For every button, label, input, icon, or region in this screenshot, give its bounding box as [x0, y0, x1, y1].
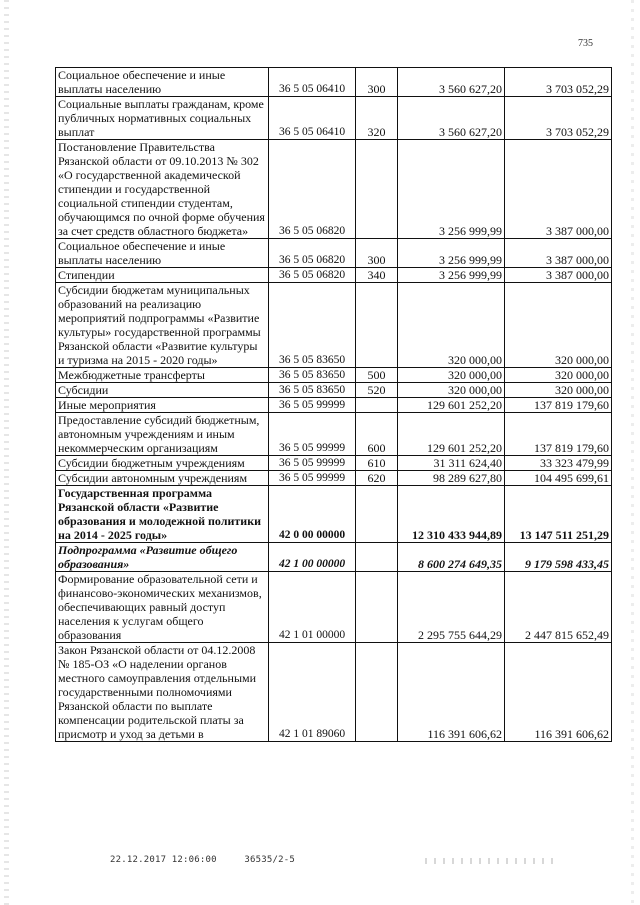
- scan-artifact: [425, 858, 555, 864]
- table-row: [56, 572, 612, 643]
- row-expense-type-cell: 600: [356, 413, 398, 456]
- table-row: [56, 283, 612, 368]
- budget-table-body: [56, 68, 612, 742]
- row-amount-2017-cell: 98 289 627,80: [398, 471, 505, 486]
- table-row: [56, 140, 612, 239]
- row-amount-2018-cell: 2 447 815 652,49: [505, 572, 612, 643]
- row-amount-2017-cell: 129 601 252,20: [398, 398, 505, 413]
- footer-timestamp: 22.12.2017 12:06:00: [110, 855, 217, 865]
- row-expense-type-cell: [356, 486, 398, 543]
- row-amount-2018-cell: 3 387 000,00: [505, 239, 612, 268]
- row-amount-2017-cell: 8 600 274 649,35: [398, 543, 505, 572]
- table-row: [56, 543, 612, 572]
- row-amount-2017-cell: 3 256 999,99: [398, 239, 505, 268]
- table-row: [56, 368, 612, 383]
- footer-document-id: 36535/2-5: [244, 855, 295, 865]
- row-expense-type-cell: 500: [356, 368, 398, 383]
- row-code-cell: 36 5 05 99999: [269, 413, 356, 456]
- row-name-cell: Социальное обеспечение и иные выплаты населению: [56, 68, 269, 97]
- table-row: [56, 68, 612, 97]
- row-code-cell: 36 5 05 06410: [269, 68, 356, 97]
- row-name-cell: Закон Рязанской области от 04.12.2008 № 185-ОЗ «О наделении органов местного самоуправления отдельными государственными полномочиями Рязанской области по выплате компенсации родительской платы за присмотр и уход за детьми в: [56, 643, 269, 742]
- row-amount-2017-cell: 2 295 755 644,29: [398, 572, 505, 643]
- row-expense-type-cell: 320: [356, 97, 398, 140]
- table-row: [56, 398, 612, 413]
- row-name-cell: Стипендии: [56, 268, 269, 283]
- row-amount-2017-cell: 31 311 624,40: [398, 456, 505, 471]
- row-code-cell: 36 5 05 99999: [269, 456, 356, 471]
- row-expense-type-cell: 340: [356, 268, 398, 283]
- row-amount-2018-cell: 3 703 052,29: [505, 97, 612, 140]
- row-amount-2018-cell: 3 703 052,29: [505, 68, 612, 97]
- row-code-cell: 36 5 05 06410: [269, 97, 356, 140]
- table-row: [56, 239, 612, 268]
- scan-left-edge: [4, 0, 9, 905]
- table-row: [56, 97, 612, 140]
- row-amount-2018-cell: 320 000,00: [505, 383, 612, 398]
- table-row: [56, 486, 612, 543]
- row-expense-type-cell: [356, 643, 398, 742]
- row-amount-2018-cell: 104 495 699,61: [505, 471, 612, 486]
- row-code-cell: 42 1 01 00000: [269, 572, 356, 643]
- row-expense-type-cell: 610: [356, 456, 398, 471]
- row-name-cell: Межбюджетные трансферты: [56, 368, 269, 383]
- row-expense-type-cell: [356, 283, 398, 368]
- row-code-cell: 36 5 05 99999: [269, 398, 356, 413]
- row-code-cell: 36 5 05 99999: [269, 471, 356, 486]
- table-row: [56, 643, 612, 742]
- table-row: [56, 471, 612, 486]
- row-code-cell: 42 1 01 89060: [269, 643, 356, 742]
- budget-table: [55, 67, 612, 742]
- row-name-cell: Государственная программа Рязанской области «Развитие образования и молодежной политики на 2014 - 2025 годы»: [56, 486, 269, 543]
- row-name-cell: Постановление Правительства Рязанской области от 09.10.2013 № 302 «О государственной академической стипендии и государственной социальной стипендии студентам, обучающимся по очной форме обучения за счет средств областного бюджета»: [56, 140, 269, 239]
- footer: [110, 855, 295, 865]
- row-amount-2018-cell: 3 387 000,00: [505, 140, 612, 239]
- row-amount-2017-cell: 320 000,00: [398, 368, 505, 383]
- row-expense-type-cell: [356, 140, 398, 239]
- row-amount-2017-cell: 3 256 999,99: [398, 268, 505, 283]
- row-amount-2017-cell: 12 310 433 944,89: [398, 486, 505, 543]
- table-row: [56, 268, 612, 283]
- row-amount-2017-cell: 320 000,00: [398, 283, 505, 368]
- page-number: 735: [578, 38, 593, 49]
- row-expense-type-cell: [356, 543, 398, 572]
- row-name-cell: Формирование образовательной сети и финансово-экономических механизмов, обеспечивающих равный доступ населения к услугам общего образования: [56, 572, 269, 643]
- row-expense-type-cell: 300: [356, 68, 398, 97]
- row-code-cell: 36 5 05 06820: [269, 140, 356, 239]
- row-name-cell: Субсидии бюджетным учреждениям: [56, 456, 269, 471]
- row-amount-2018-cell: 116 391 606,62: [505, 643, 612, 742]
- row-expense-type-cell: [356, 572, 398, 643]
- table-row: [56, 413, 612, 456]
- row-name-cell: Предоставление субсидий бюджетным, автономным учреждениям и иным некоммерческим организациям: [56, 413, 269, 456]
- row-expense-type-cell: 520: [356, 383, 398, 398]
- row-name-cell: Субсидии бюджетам муниципальных образований на реализацию мероприятий подпрограммы «Развитие культуры» государственной программы Рязанской области «Развитие культуры и туризма на 2015 - 2020 годы»: [56, 283, 269, 368]
- scan-right-edge: [631, 0, 634, 905]
- row-amount-2017-cell: 3 256 999,99: [398, 140, 505, 239]
- row-code-cell: 36 5 05 06820: [269, 268, 356, 283]
- row-code-cell: 42 0 00 00000: [269, 486, 356, 543]
- row-name-cell: Подпрограмма «Развитие общего образования»: [56, 543, 269, 572]
- table-row: [56, 383, 612, 398]
- row-code-cell: 36 5 05 83650: [269, 283, 356, 368]
- row-name-cell: Субсидии автономным учреждениям: [56, 471, 269, 486]
- row-amount-2017-cell: 129 601 252,20: [398, 413, 505, 456]
- row-name-cell: Субсидии: [56, 383, 269, 398]
- row-expense-type-cell: 300: [356, 239, 398, 268]
- row-code-cell: 36 5 05 06820: [269, 239, 356, 268]
- row-amount-2017-cell: 320 000,00: [398, 383, 505, 398]
- row-amount-2018-cell: 13 147 511 251,29: [505, 486, 612, 543]
- row-name-cell: Социальные выплаты гражданам, кроме публичных нормативных социальных выплат: [56, 97, 269, 140]
- row-amount-2017-cell: 3 560 627,20: [398, 68, 505, 97]
- row-expense-type-cell: 620: [356, 471, 398, 486]
- row-name-cell: Социальное обеспечение и иные выплаты населению: [56, 239, 269, 268]
- row-code-cell: 42 1 00 00000: [269, 543, 356, 572]
- row-amount-2017-cell: 3 560 627,20: [398, 97, 505, 140]
- row-amount-2017-cell: 116 391 606,62: [398, 643, 505, 742]
- row-amount-2018-cell: 320 000,00: [505, 368, 612, 383]
- row-amount-2018-cell: 9 179 598 433,45: [505, 543, 612, 572]
- row-amount-2018-cell: 137 819 179,60: [505, 413, 612, 456]
- table-row: [56, 456, 612, 471]
- row-name-cell: Иные мероприятия: [56, 398, 269, 413]
- row-code-cell: 36 5 05 83650: [269, 368, 356, 383]
- row-amount-2018-cell: 320 000,00: [505, 283, 612, 368]
- row-amount-2018-cell: 3 387 000,00: [505, 268, 612, 283]
- row-code-cell: 36 5 05 83650: [269, 383, 356, 398]
- row-amount-2018-cell: 33 323 479,99: [505, 456, 612, 471]
- row-expense-type-cell: [356, 398, 398, 413]
- row-amount-2018-cell: 137 819 179,60: [505, 398, 612, 413]
